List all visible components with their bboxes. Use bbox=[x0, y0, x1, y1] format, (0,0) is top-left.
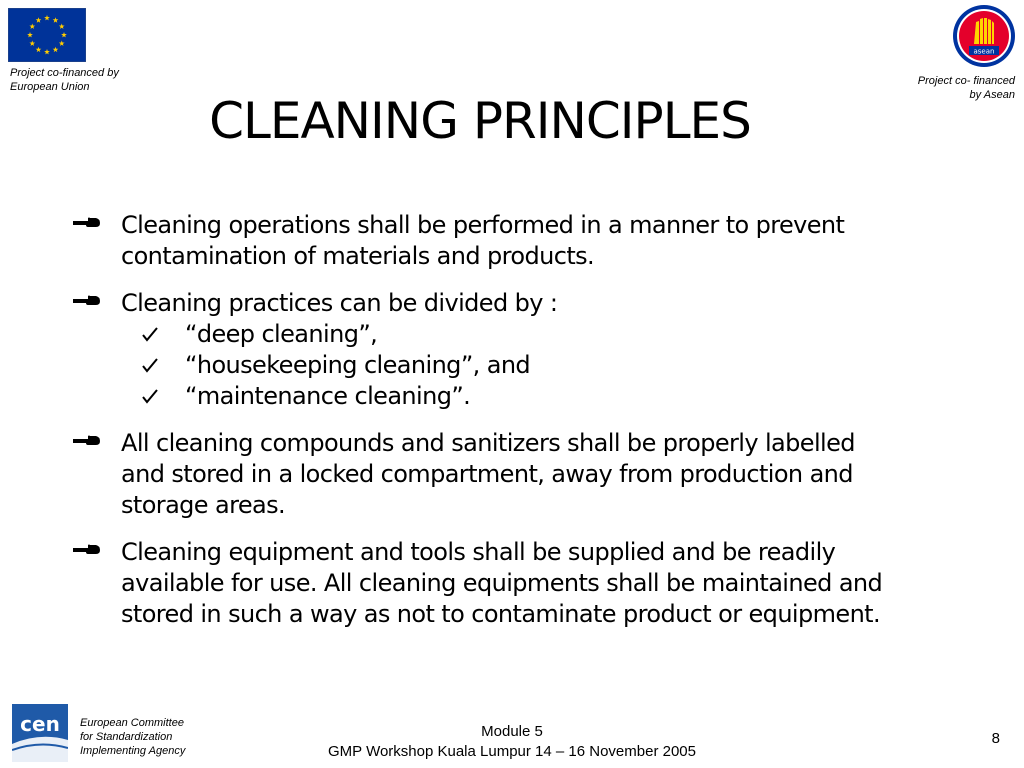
footer-workshop: GMP Workshop Kuala Lumpur 14 – 16 November 2005 bbox=[328, 743, 696, 760]
checklist bbox=[121, 319, 972, 412]
pointing-hand-icon bbox=[72, 212, 102, 232]
asean-caption-line: by Asean bbox=[969, 89, 1015, 101]
bullet-list bbox=[72, 210, 972, 646]
bullet-item bbox=[72, 210, 972, 272]
page-number: 8 bbox=[991, 730, 1000, 747]
cen-caption-line: Implementing Agency bbox=[80, 745, 186, 757]
bullet-text: storage areas. bbox=[121, 491, 286, 519]
asean-logo-text: asean bbox=[973, 47, 995, 56]
cen-caption-line: for Standardization bbox=[80, 731, 173, 743]
pointing-hand-icon bbox=[72, 430, 102, 450]
asean-caption-line: Project co- financed bbox=[917, 75, 1015, 87]
eu-flag-logo bbox=[8, 8, 86, 62]
cen-logo bbox=[12, 704, 68, 762]
bullet-text: Cleaning equipment and tools shall be supplied and be readily bbox=[121, 538, 836, 566]
checklist-text: “maintenance cleaning”. bbox=[185, 382, 471, 410]
asean-cofinance-caption bbox=[880, 74, 1015, 102]
eu-caption-line: Project co-financed by bbox=[10, 67, 119, 79]
checklist-text: “deep cleaning”, bbox=[185, 320, 378, 348]
bullet-text: available for use. All cleaning equipments shall be maintained and bbox=[121, 569, 883, 597]
pointing-hand-icon bbox=[72, 539, 102, 559]
bullet-text: stored in such a way as not to contaminate product or equipment. bbox=[121, 600, 881, 628]
slide-title: CLEANING PRINCIPLES bbox=[209, 92, 751, 150]
bullet-item bbox=[72, 537, 972, 630]
bullet-item bbox=[72, 428, 972, 521]
checkmark-icon bbox=[141, 325, 159, 343]
cen-caption-line: European Committee bbox=[80, 717, 184, 729]
cen-caption bbox=[80, 716, 220, 758]
checklist-item bbox=[121, 381, 972, 412]
pointing-hand-icon bbox=[72, 290, 102, 310]
checkmark-icon bbox=[141, 387, 159, 405]
checklist-text: “housekeeping cleaning”, and bbox=[185, 351, 531, 379]
eu-cofinance-caption bbox=[10, 66, 150, 94]
checkmark-icon bbox=[141, 356, 159, 374]
bullet-text: contamination of materials and products. bbox=[121, 242, 595, 270]
footer-info bbox=[280, 722, 744, 762]
eu-caption-line: European Union bbox=[10, 81, 90, 93]
bullet-text: and stored in a locked compartment, away from production and bbox=[121, 460, 853, 488]
bullet-item bbox=[72, 288, 972, 412]
cen-logo-text: cen bbox=[20, 712, 60, 736]
footer-module: Module 5 bbox=[481, 723, 543, 740]
bullet-text: Cleaning practices can be divided by : bbox=[121, 289, 558, 317]
asean-logo bbox=[952, 4, 1016, 68]
checklist-item bbox=[121, 350, 972, 381]
checklist-item bbox=[121, 319, 972, 350]
bullet-text: All cleaning compounds and sanitizers shall be properly labelled bbox=[121, 429, 855, 457]
bullet-text: Cleaning operations shall be performed in a manner to prevent bbox=[121, 211, 845, 239]
